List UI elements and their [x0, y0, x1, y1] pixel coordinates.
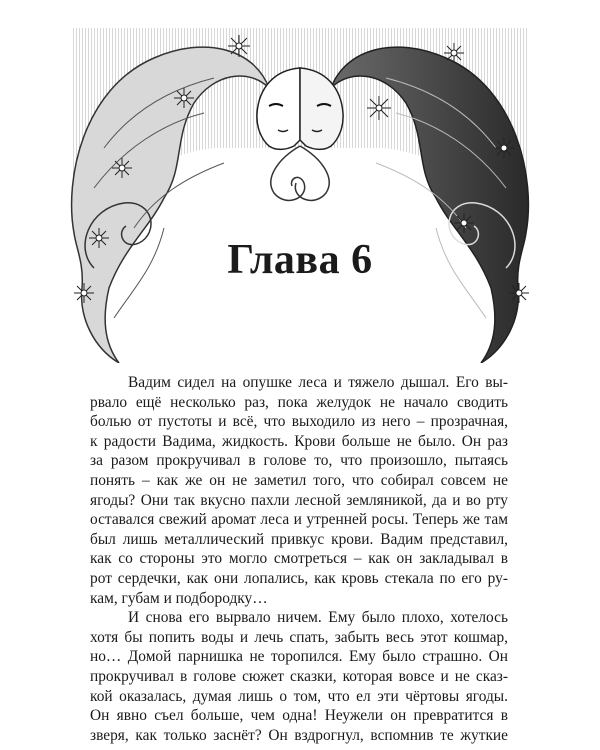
chapter-body-text — [90, 373, 508, 745]
text-line: И снова его вырвало ничем. Ему было плохо, хотелось — [128, 609, 508, 627]
chapter-title: Глава 6 — [227, 237, 373, 283]
text-line: рвало ещё несколько раз, пока желудок не начало сводить — [90, 393, 508, 411]
text-line: ягоды? Они так вкусно пахли лесной земляникой, да и во рту — [90, 491, 508, 509]
text-line: кам, губам и подбородку… — [90, 589, 268, 607]
text-line: прокручивал в голове сюжет сказки, которая вовсе и не сказ- — [90, 667, 508, 685]
text-line: рот сердечки, как они лопались, как кровь стекала по его ру- — [90, 569, 508, 587]
text-line: болью от пустоты и всё, что выходило из него – прозрачная, — [90, 413, 508, 431]
text-line: за разом прокручивал в голове то, что произошло, пытаясь — [90, 452, 508, 470]
text-line: зверя, как только заснёт? Он вздрогнул, вспомнив те жуткие — [90, 726, 508, 744]
text-line: Он явно съел больше, чем одна! Неужели он превратится в — [90, 707, 508, 725]
text-line: но… Домой парнишка не торопился. Ему было страшно. Он — [90, 648, 508, 666]
text-line: оставался свежий аромат леса и утренней росы. Теперь же там — [90, 511, 508, 529]
text-line: был лишь металлический привкус крови. Вадим представил, — [90, 530, 508, 548]
text-line: понять – как же он не заметил того, что собирал совсем не — [90, 471, 508, 489]
text-line: хотя бы попить воды и лечь спать, забыть весь этот кошмар, — [90, 628, 508, 646]
text-line: к радости Вадима, жидкость. Крови больше не было. Он раз — [90, 432, 508, 450]
chapter-header-illustration — [64, 28, 536, 363]
text-line: кой оказалась, думая лишь о том, что ел эти чёртовы ягоды. — [90, 687, 508, 705]
text-line: как со стороны это могло смотреться – как он закладывал в — [90, 550, 508, 568]
text-line: Вадим сидел на опушке леса и тяжело дышал. Его вы- — [128, 374, 508, 391]
